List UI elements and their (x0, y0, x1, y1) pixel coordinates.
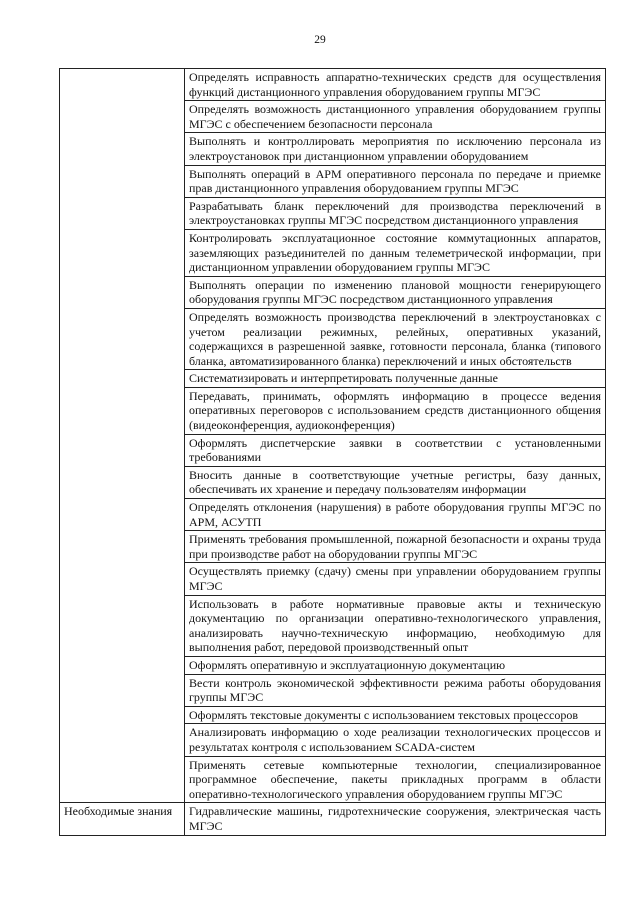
table-cell (185, 229, 606, 276)
cell-text: Передавать, принимать, оформлять информацию в процессе ведения оперативных переговоров с использованием средств дистанционного общения (видеоконференция, аудиоконференция) (189, 388, 601, 433)
cell-text: Разрабатывать бланк переключений для производства переключений в электроустановках группы МГЭС посредством дистанционного управления (189, 198, 601, 228)
cell-text: Гидравлические машины, гидротехнические сооружения, электрическая часть МГЭС (189, 804, 601, 833)
table-cell (185, 674, 606, 706)
table-cell (185, 276, 606, 308)
table-cell (185, 370, 606, 388)
cell-text: Анализировать информацию о ходе реализации технологических процессов и результатах контроля с использованием SCADA-систем (189, 725, 601, 754)
requirements-table (59, 68, 606, 836)
cell-text: Использовать в работе нормативные правовые акты и техническую документацию по организации оперативно-технологического управления, анализировать научно-техническую информацию, необходимую для выполнения работ, передовой производственный опыт (189, 596, 601, 655)
table-cell (185, 706, 606, 724)
cell-text: Применять требования промышленной, пожарной безопасности и охраны труда при производстве работ на оборудовании группы МГЭС (189, 532, 601, 561)
cell-text: Применять сетевые компьютерные технологии, специализированное программное обеспечение, пакеты прикладных программ в области оперативно-технологического управления оборудованием группы МГЭС (189, 757, 601, 801)
table-cell (185, 724, 606, 756)
skills-label-cell (60, 69, 185, 803)
cell-text: Оформлять оперативную и эксплуатационную документацию (189, 657, 506, 672)
table-cell (185, 133, 606, 165)
cell-text: Систематизировать и интерпретировать полученные данные (189, 371, 498, 386)
table-cell (185, 101, 606, 133)
table-cell (185, 756, 606, 803)
table-cell (185, 499, 606, 531)
knowledge-label-cell (60, 803, 185, 835)
cell-text: Определять исправность аппаратно-технических средств для осуществления функций дистанционного управления оборудованием группы МГЭС (189, 70, 601, 99)
table-cell (185, 165, 606, 197)
cell-text: Определять возможность дистанционного управления оборудованием группы МГЭС с обеспечением безопасности персонала (189, 102, 601, 131)
table-cell (185, 595, 606, 656)
table-cell (185, 434, 606, 466)
table-cell (185, 563, 606, 595)
table-row (60, 69, 606, 101)
page-number: 29 (314, 34, 326, 46)
cell-text: Определять возможность производства переключений в электроустановках с учетом реализации режимных, релейных, оперативных указаний, содержащихся в разрешенной заявке, готовности персонала, бланка (типового бланка, автоматизированного бланка) переключений и иных обстоятельств (189, 309, 601, 368)
cell-text: Контролировать эксплуатационное состояние коммутационных аппаратов, заземляющих разъединителей по данным телеметрической информации, при дистанционном управлении оборудованием группы МГЭС (189, 230, 601, 275)
table-cell (185, 531, 606, 563)
table-row (60, 803, 606, 835)
table-cell (185, 656, 606, 674)
cell-text: Выполнять операции по изменению плановой мощности генерирующего оборудования группы МГЭС посредством дистанционного управления (189, 277, 601, 307)
knowledge-label: Необходимые знания (64, 804, 173, 819)
cell-text: Определять отклонения (нарушения) в работе оборудования группы МГЭС по АРМ, АСУТП (189, 500, 601, 529)
table-cell (185, 803, 606, 835)
table-cell (185, 308, 606, 369)
cell-text: Осуществлять приемку (сдачу) смены при управлении оборудованием группы МГЭС (189, 564, 601, 593)
cell-text: Вести контроль экономической эффективности режима работы оборудования группы МГЭС (189, 675, 601, 705)
cell-text: Вносить данные в соответствующие учетные регистры, базу данных, обеспечивать их хранение и передачу пользователям информации (189, 467, 601, 497)
table-cell (185, 466, 606, 498)
cell-text: Выполнять операций в АРМ оперативного персонала по передаче и приемке прав дистанционного управления оборудованием группы МГЭС (189, 166, 601, 196)
table-cell (185, 69, 606, 101)
table-cell (185, 387, 606, 434)
cell-text: Выполнять и контроллировать мероприятия по исключению персонала из электроустановок при дистанционном управлении оборудованием (189, 134, 601, 163)
table-cell (185, 197, 606, 229)
cell-text: Оформлять текстовые документы с использованием текстовых процессоров (189, 707, 578, 722)
cell-text: Оформлять диспетчерские заявки в соответствии с установленными требованиями (189, 435, 601, 465)
